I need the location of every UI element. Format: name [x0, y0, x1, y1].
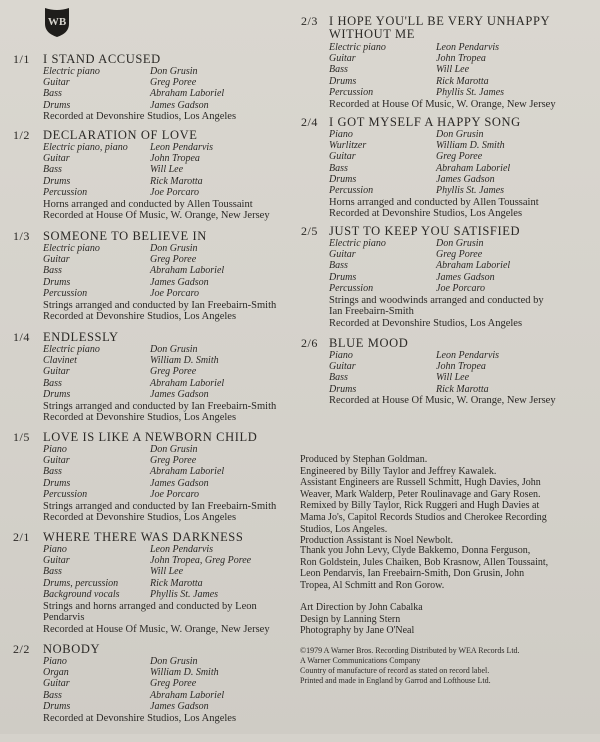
track-title: BLUE MOOD — [329, 336, 409, 350]
track-title-continued: WITHOUT ME — [329, 27, 415, 41]
credit-musician: Leon Pendarvis — [436, 42, 500, 53]
credit-instrument: Drums — [329, 75, 357, 87]
track-number: 1/1 — [13, 52, 30, 66]
track-entry — [13, 642, 300, 742]
credit-musician: John Tropea — [436, 361, 486, 373]
credit-note: Recorded at Devonshire Studios, Los Angeles — [329, 317, 523, 329]
credit-musician: William D. Smith — [150, 355, 219, 367]
credit-instrument: Percussion — [43, 186, 88, 198]
credit-instrument: Percussion — [329, 282, 374, 294]
credit-instrument: Electric piano — [43, 66, 100, 77]
credit-note: Strings and woodwinds arranged and conducted by — [329, 294, 544, 306]
credit-musician: William D. Smith — [150, 667, 219, 679]
credit-instrument: Drums — [43, 99, 71, 111]
legal-line: A Warner Communications Company — [300, 656, 421, 665]
credit-note: Recorded at Devonshire Studios, Los Angeles — [43, 311, 237, 322]
credit-instrument: Guitar — [43, 555, 70, 567]
production-credits — [300, 454, 600, 547]
credit-instrument: Clavinet — [43, 355, 77, 367]
credit-instrument: Bass — [43, 265, 62, 277]
credit-note: Recorded at Devonshire Studios, Los Angeles — [43, 512, 237, 523]
credit-instrument: Drums — [43, 276, 71, 288]
credit-note: Ian Freebairn-Smith — [329, 306, 414, 317]
credit-musician: Joe Porcaro — [436, 282, 485, 294]
credit-musician: James Gadson — [150, 99, 209, 111]
credit-musician: Greg Poree — [436, 151, 483, 163]
track-title: JUST TO KEEP YOU SATISFIED — [329, 224, 521, 238]
legal-line: Printed and made in England by Garrod and Lofthouse Ltd. — [300, 676, 491, 685]
credit-musician: Phyllis St. James — [436, 185, 505, 196]
credit-instrument: Electric piano — [329, 42, 386, 53]
credit-instrument: Percussion — [329, 185, 374, 196]
credit-note: Recorded at House Of Music, W. Orange, New Jersey — [329, 395, 556, 407]
credit-instrument: Wurlitzer — [329, 140, 367, 152]
thanks-line: Leon Pendarvis, Ian Freebairn-Smith, Don Grusin, John — [300, 568, 525, 580]
track-entry — [13, 530, 300, 635]
track-entry — [301, 115, 600, 220]
track-entry — [301, 14, 600, 114]
production-line: Engineered by Billy Taylor and Jeffrey Kawalek. — [300, 465, 497, 477]
credit-musician: Abraham Laboriel — [436, 162, 511, 174]
credit-instrument: Piano — [329, 129, 353, 140]
credit-note: Recorded at Devonshire Studios, Los Angeles — [329, 208, 523, 220]
credit-instrument: Drums — [329, 173, 357, 185]
credit-instrument: Bass — [329, 260, 348, 272]
credit-instrument: Percussion — [329, 86, 374, 98]
track-title: ENDLESSLY — [43, 330, 119, 344]
track-entry — [301, 224, 600, 329]
credit-instrument: Drums — [43, 700, 71, 712]
track-entry — [13, 128, 300, 228]
credit-instrument: Piano — [43, 656, 67, 667]
credit-musician: Abraham Laboriel — [150, 466, 225, 478]
credit-musician: Leon Pendarvis — [436, 350, 500, 361]
credit-instrument: Drums — [329, 383, 357, 395]
credit-instrument: Percussion — [43, 287, 88, 299]
credit-instrument: Organ — [43, 667, 69, 679]
track-number: 1/2 — [13, 128, 30, 142]
credit-instrument: Guitar — [329, 361, 356, 373]
credit-musician: Leon Pendarvis — [150, 544, 214, 555]
art-line: Art Direction by John Cabalka — [300, 602, 423, 613]
credit-musician: James Gadson — [150, 388, 209, 400]
credit-note: Strings arranged and conducted by Ian Freebairn-Smith — [43, 299, 277, 311]
credit-musician: James Gadson — [150, 700, 209, 712]
credit-musician: Don Grusin — [150, 66, 198, 77]
credit-note: Recorded at House Of Music, W. Orange, New Jersey — [43, 623, 270, 635]
credit-musician: Abraham Laboriel — [150, 88, 225, 100]
credit-musician: Will Lee — [150, 164, 184, 176]
credit-instrument: Electric piano, piano — [43, 142, 128, 153]
credit-note: Recorded at Devonshire Studios, Los Angeles — [43, 412, 237, 423]
credit-note: Horns arranged and conducted by Allen Toussaint — [43, 198, 253, 210]
credit-musician: Don Grusin — [150, 243, 198, 254]
credit-musician: Rick Marotta — [150, 175, 203, 187]
art-line: Design by Lanning Stern — [300, 613, 401, 625]
credit-note: Recorded at House Of Music, W. Orange, New Jersey — [329, 98, 556, 110]
track-title: I STAND ACCUSED — [43, 52, 161, 66]
track-title: SOMEONE TO BELIEVE IN — [43, 229, 207, 243]
credit-instrument: Guitar — [329, 151, 356, 163]
track-title: DECLARATION OF LOVE — [43, 128, 198, 142]
track-number: 2/5 — [301, 224, 318, 238]
credit-musician: Don Grusin — [150, 656, 198, 667]
track-number: 1/3 — [13, 229, 30, 243]
credit-musician: Abraham Laboriel — [150, 377, 225, 389]
credit-instrument: Electric piano — [329, 238, 386, 249]
track-entry — [301, 336, 600, 436]
credit-instrument: Drums — [43, 388, 71, 400]
credit-musician: Don Grusin — [436, 129, 484, 140]
credit-musician: Will Lee — [436, 64, 470, 76]
credit-instrument: Guitar — [43, 678, 70, 690]
credit-musician: Will Lee — [436, 372, 470, 384]
thanks-line: Tropea, Al Schmitt and Ron Gorow. — [300, 579, 445, 591]
credit-instrument: Drums — [329, 271, 357, 283]
credit-musician: James Gadson — [436, 173, 495, 185]
track-number: 2/1 — [13, 530, 30, 544]
track-number: 1/4 — [13, 330, 30, 344]
credit-musician: John Tropea — [436, 53, 486, 65]
credit-instrument: Bass — [329, 162, 348, 174]
track-entry — [13, 229, 300, 329]
credit-note: Recorded at House Of Music, W. Orange, New Jersey — [43, 210, 270, 221]
credit-instrument: Drums — [43, 477, 71, 489]
track-number: 2/4 — [301, 115, 318, 129]
credit-musician: Phyllis St. James — [150, 588, 219, 600]
credit-note: Strings arranged and conducted by Ian Freebairn-Smith — [43, 500, 277, 512]
legal-text — [300, 646, 600, 686]
art-line: Photography by Jane O'Neal — [300, 625, 415, 637]
credit-instrument: Guitar — [43, 153, 70, 165]
credit-musician: James Gadson — [436, 271, 495, 283]
credit-musician: Leon Pendarvis — [150, 142, 214, 153]
credit-musician: Greg Poree — [150, 77, 197, 89]
credit-musician: Phyllis St. James — [436, 86, 505, 98]
credit-instrument: Drums — [43, 175, 71, 187]
credit-instrument: Guitar — [329, 249, 356, 261]
production-line: Studios, Los Angeles. — [300, 523, 388, 535]
legal-line: ©1979 A Warner Bros. Recording Distributed by WEA Records Ltd. — [300, 646, 520, 655]
credit-instrument: Bass — [329, 372, 348, 384]
credit-instrument: Piano — [329, 350, 353, 361]
credit-musician: Joe Porcaro — [150, 186, 199, 198]
credit-musician: Don Grusin — [150, 344, 198, 355]
production-line: Produced by Stephan Goldman. — [300, 454, 428, 465]
thanks-line: Thank you John Levy, Clyde Bakkemo, Donna Ferguson, — [300, 545, 531, 556]
track-title: LOVE IS LIKE A NEWBORN CHILD — [43, 430, 258, 444]
warner-bros-shield-logo — [42, 6, 72, 38]
credit-instrument: Bass — [43, 164, 62, 176]
credit-musician: Greg Poree — [150, 678, 197, 690]
credit-musician: Don Grusin — [150, 444, 198, 455]
credit-musician: Joe Porcaro — [150, 287, 199, 299]
credit-musician: Greg Poree — [150, 455, 197, 467]
credit-instrument: Guitar — [43, 77, 70, 89]
credit-instrument: Electric piano — [43, 344, 100, 355]
track-entry — [13, 330, 300, 430]
credit-note: Strings arranged and conducted by Ian Freebairn-Smith — [43, 400, 277, 412]
track-title: I HOPE YOU'LL BE VERY UNHAPPY — [329, 14, 551, 28]
credit-musician: Will Lee — [150, 566, 184, 578]
credit-instrument: Guitar — [43, 455, 70, 467]
credit-musician: Don Grusin — [436, 238, 484, 249]
credit-instrument: Guitar — [43, 366, 70, 378]
credit-musician: Greg Poree — [150, 254, 197, 266]
credit-instrument: Guitar — [329, 53, 356, 65]
credit-musician: William D. Smith — [436, 140, 505, 152]
credit-instrument: Bass — [43, 689, 62, 701]
credit-instrument: Guitar — [43, 254, 70, 266]
credit-musician: Greg Poree — [150, 366, 197, 378]
credit-note: Pendarvis — [43, 612, 85, 623]
credit-instrument: Bass — [43, 466, 62, 478]
art-credits — [300, 602, 600, 637]
credit-note: Recorded at Devonshire Studios, Los Angeles — [43, 712, 237, 724]
credit-note: Strings and horns arranged and conducted by Leon — [43, 600, 257, 612]
credit-musician: James Gadson — [150, 477, 209, 489]
credit-instrument: Electric piano — [43, 243, 100, 254]
svg-text:WB: WB — [47, 16, 67, 28]
credit-instrument: Background vocals — [43, 588, 120, 600]
track-number: 2/6 — [301, 336, 318, 350]
credit-musician: John Tropea — [150, 153, 200, 165]
track-entry — [13, 430, 300, 530]
production-line: Remixed by Billy Taylor, Rick Ruggeri and Hugh Davies at — [300, 500, 540, 512]
track-title: WHERE THERE WAS DARKNESS — [43, 530, 244, 544]
credit-instrument: Bass — [43, 377, 62, 389]
track-number: 2/3 — [301, 14, 318, 28]
credit-musician: Joe Porcaro — [150, 488, 199, 500]
production-line: Assistant Engineers are Russell Schmitt, Hugh Davies, John — [300, 477, 541, 489]
credit-instrument: Piano — [43, 544, 67, 555]
credit-musician: Abraham Laboriel — [150, 265, 225, 277]
legal-line: Country of manufacture of record as stated on record label. — [300, 666, 490, 675]
track-title: NOBODY — [43, 642, 101, 656]
credit-note: Recorded at Devonshire Studios, Los Angeles — [43, 111, 237, 123]
credit-musician: Abraham Laboriel — [436, 260, 511, 272]
credit-musician: Abraham Laboriel — [150, 689, 225, 701]
credit-instrument: Percussion — [43, 488, 88, 500]
credit-musician: Rick Marotta — [436, 75, 489, 87]
credit-musician: Rick Marotta — [150, 577, 203, 589]
track-title: I GOT MYSELF A HAPPY SONG — [329, 115, 521, 129]
production-line: Weaver, Mark Walderp, Peter Roulinavage and Gary Rosen. — [300, 488, 541, 500]
track-number: 1/5 — [13, 430, 30, 444]
production-line: Production Assistant is Noel Newbolt. — [300, 535, 454, 547]
credit-instrument: Piano — [43, 444, 67, 455]
thank-you-credits — [300, 545, 600, 591]
credit-instrument: Drums, percussion — [43, 577, 119, 589]
thanks-line: Ron Goldstein, Jules Chaiken, Bob Krasnow, Allen Toussaint, — [300, 556, 549, 568]
credit-musician: Greg Poree — [436, 249, 483, 261]
credit-musician: Rick Marotta — [436, 383, 489, 395]
credit-musician: John Tropea, Greg Poree — [150, 555, 252, 567]
production-line: Mama Jo's, Capitol Records Studios and Cherokee Recording — [300, 511, 547, 523]
credit-instrument: Bass — [329, 64, 348, 76]
credit-musician: James Gadson — [150, 276, 209, 288]
credit-instrument: Bass — [43, 566, 62, 578]
credit-note: Horns arranged and conducted by Allen Toussaint — [329, 196, 539, 208]
track-number: 2/2 — [13, 642, 30, 656]
credit-instrument: Bass — [43, 88, 62, 100]
